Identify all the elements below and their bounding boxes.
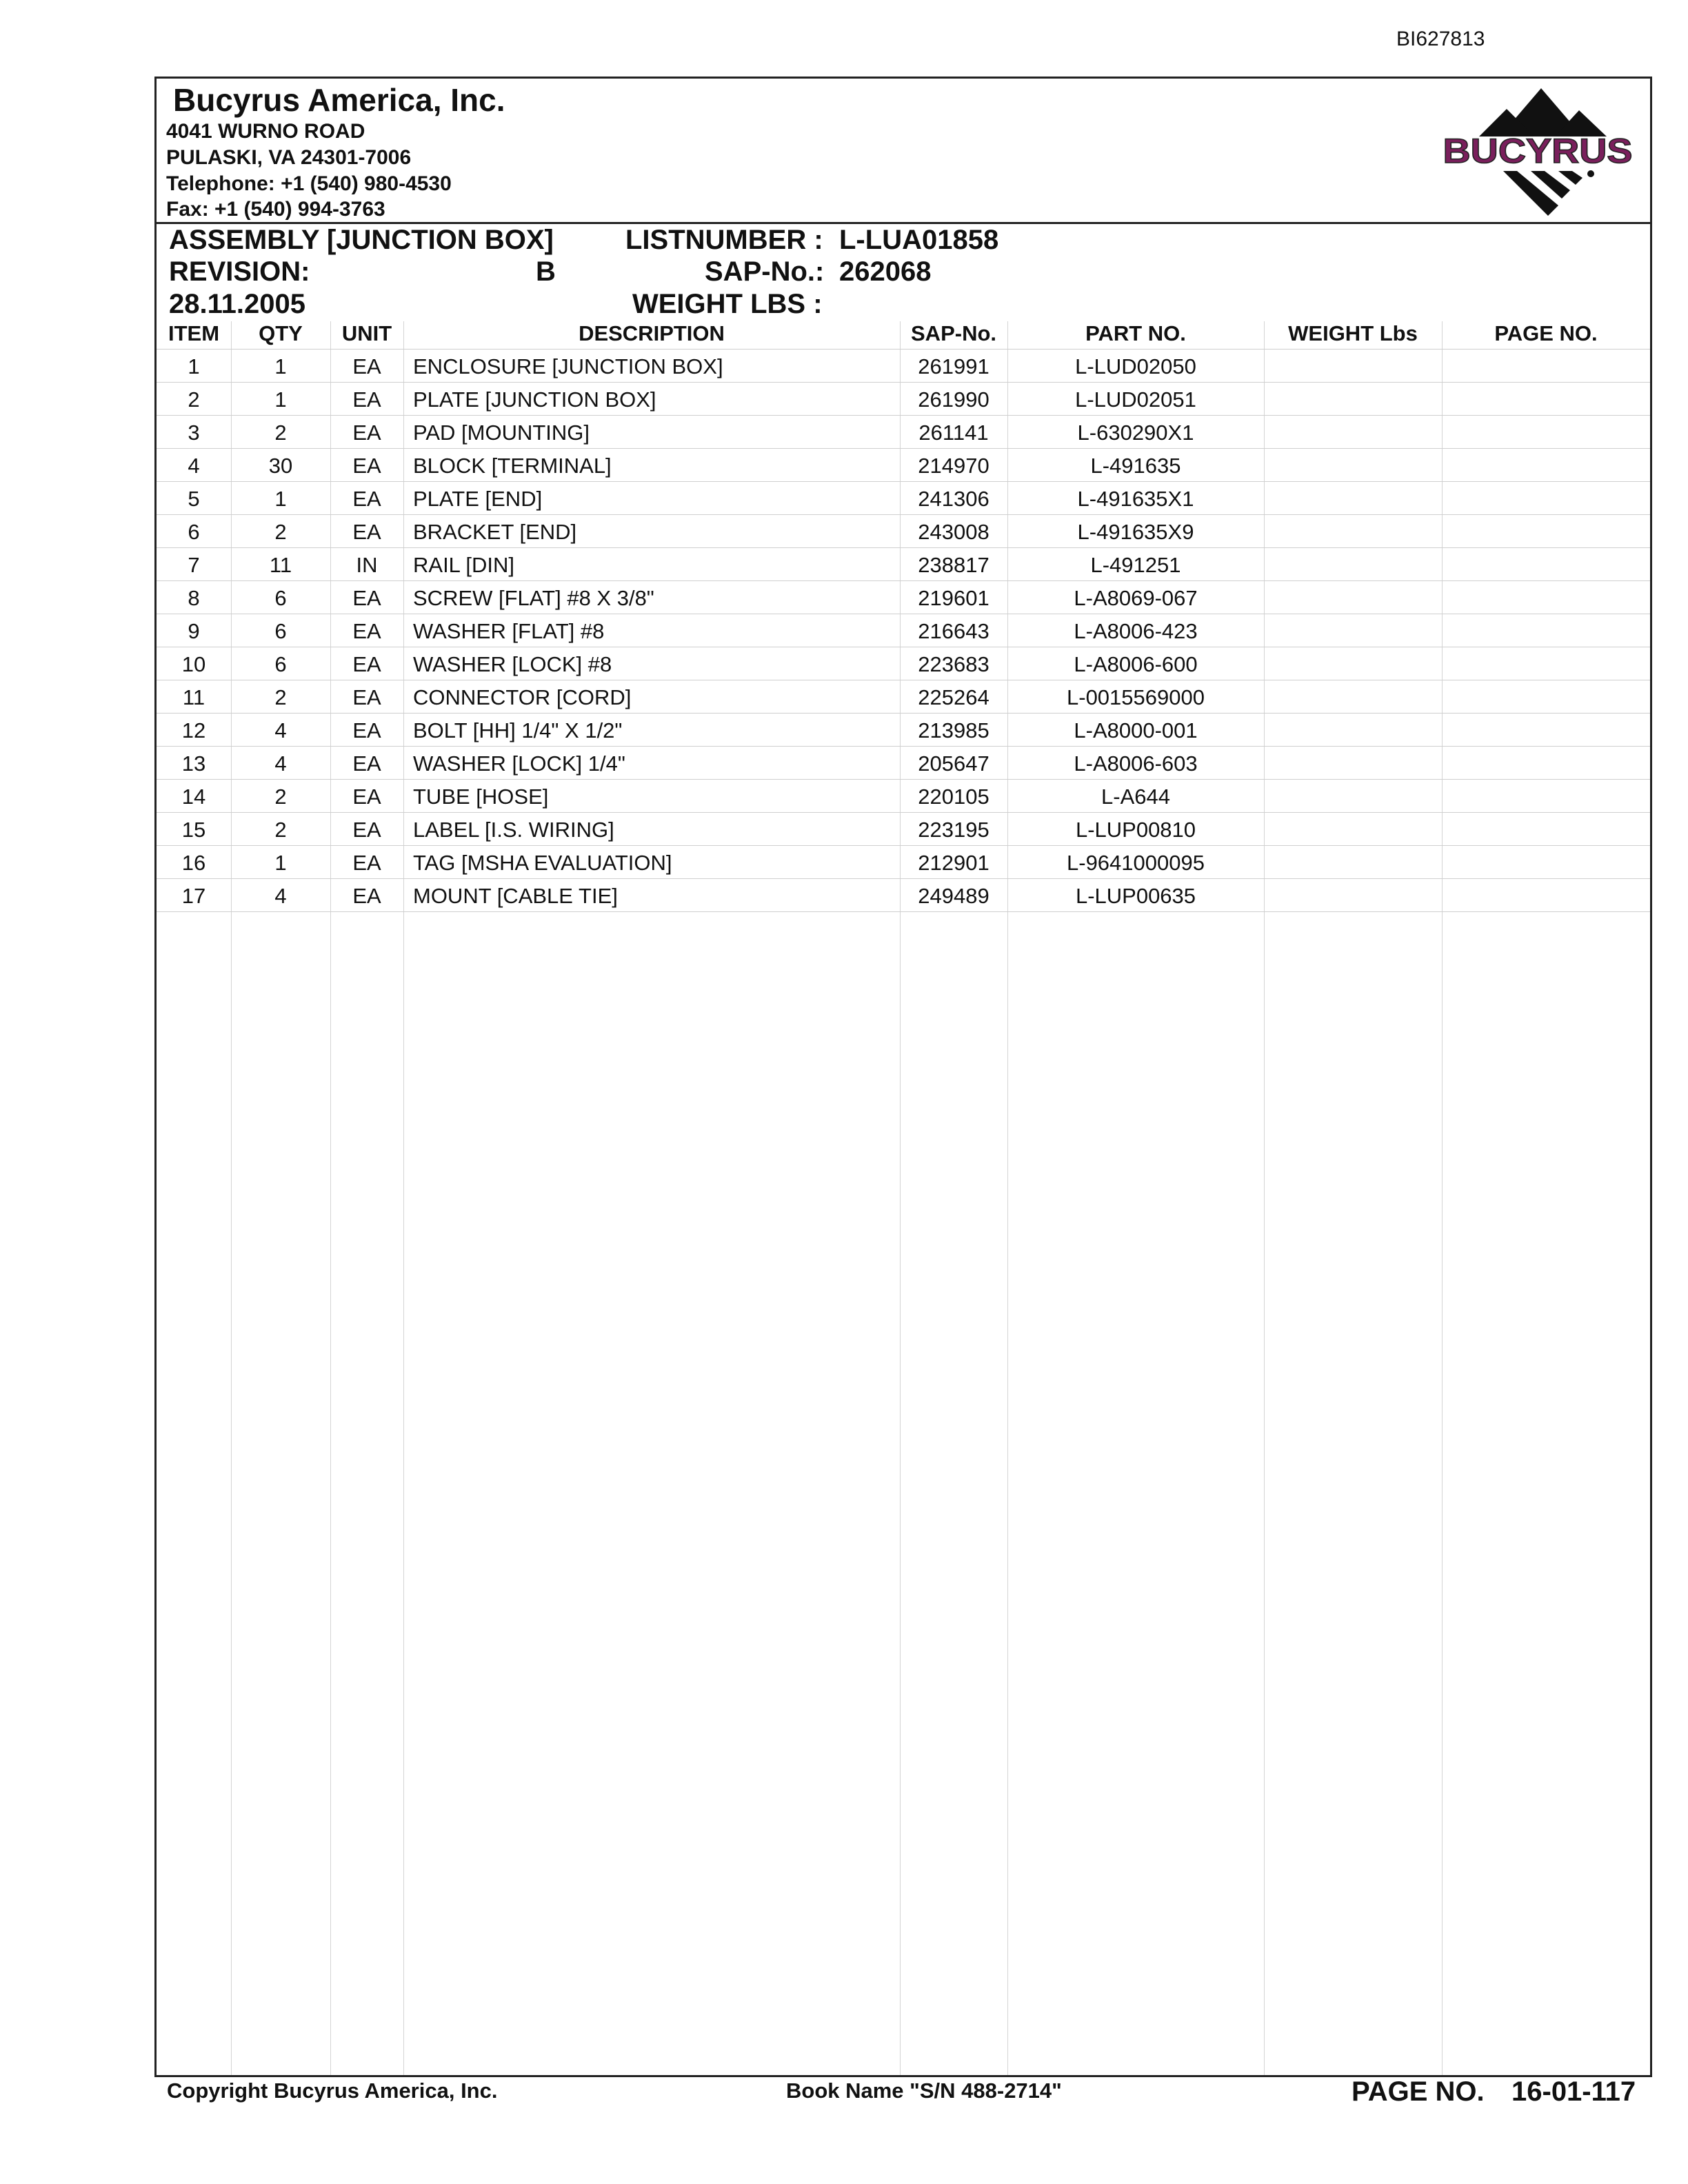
- table-row: [157, 481, 1650, 514]
- cell-qty: 1: [274, 487, 287, 511]
- cell-qty: 4: [274, 718, 287, 742]
- table-row: [157, 547, 1650, 580]
- cell-unit: EA: [352, 851, 381, 875]
- cell-item: 11: [182, 685, 205, 709]
- cell-sap-no: 223683: [918, 652, 989, 676]
- revision-date: 28.11.2005: [169, 289, 305, 319]
- cell-unit: EA: [352, 818, 381, 842]
- cell-qty: 6: [274, 619, 287, 643]
- table-row: [157, 680, 1650, 713]
- cell-item: 1: [188, 354, 200, 378]
- company-telephone: Telephone: +1 (540) 980-4530: [166, 172, 452, 195]
- cell-item: 10: [181, 652, 206, 676]
- cell-unit: EA: [352, 751, 381, 776]
- cell-description: RAIL [DIN]: [413, 553, 514, 577]
- cell-description: LABEL [I.S. WIRING]: [413, 818, 614, 842]
- cell-sap-no: 241306: [918, 487, 989, 511]
- column-header-item: ITEM: [168, 321, 220, 345]
- column-header-unit: UNIT: [341, 321, 392, 345]
- cell-qty: 4: [274, 884, 287, 908]
- table-row: [157, 845, 1650, 878]
- cell-part-no: L-9641000095: [1067, 851, 1205, 875]
- cell-sap-no: 223195: [918, 818, 989, 842]
- cell-qty: 1: [274, 387, 287, 412]
- cell-part-no: L-491635X9: [1077, 520, 1194, 544]
- table-row: [157, 812, 1650, 845]
- cell-sap-no: 220105: [918, 785, 989, 809]
- table-row: [157, 746, 1650, 779]
- company-address-line-2: PULASKI, VA 24301-7006: [166, 146, 412, 169]
- cell-item: 5: [188, 487, 200, 511]
- cell-description: MOUNT [CABLE TIE]: [413, 884, 618, 908]
- cell-part-no: L-LUD02051: [1075, 387, 1196, 412]
- cell-qty: 6: [274, 586, 287, 610]
- cell-description: PLATE [JUNCTION BOX]: [413, 387, 656, 412]
- cell-unit: EA: [352, 586, 381, 610]
- cell-qty: 30: [268, 454, 293, 478]
- cell-unit: EA: [352, 520, 381, 544]
- revision-label: REVISION:: [169, 256, 310, 287]
- cell-sap-no: 219601: [918, 586, 989, 610]
- page-number-label: PAGE NO.: [1352, 2076, 1485, 2107]
- cell-part-no: L-491635X1: [1077, 487, 1194, 511]
- cell-item: 16: [181, 851, 206, 875]
- column-header-page-no: PAGE NO.: [1494, 321, 1598, 345]
- cell-part-no: L-LUD02050: [1075, 354, 1196, 378]
- cell-sap-no: 205647: [918, 751, 989, 776]
- table-row: [157, 382, 1650, 415]
- cell-qty: 2: [274, 785, 287, 809]
- cell-description: TUBE [HOSE]: [413, 785, 549, 809]
- cell-sap-no: 243008: [918, 520, 989, 544]
- cell-item: 13: [181, 751, 206, 776]
- cell-unit: EA: [352, 421, 381, 445]
- document-id: BI627813: [1396, 28, 1485, 50]
- cell-item: 6: [188, 520, 200, 544]
- column-header-weight: WEIGHT Lbs: [1288, 321, 1418, 345]
- cell-item: 7: [188, 553, 200, 577]
- company-name: Bucyrus America, Inc.: [173, 82, 505, 118]
- cell-part-no: L-A8069-067: [1074, 586, 1198, 610]
- cell-unit: EA: [352, 387, 381, 412]
- cell-item: 9: [188, 619, 200, 643]
- company-fax: Fax: +1 (540) 994-3763: [166, 198, 385, 221]
- cell-sap-no: 238817: [918, 553, 989, 577]
- cell-item: 2: [188, 387, 200, 412]
- table-row: [157, 878, 1650, 911]
- cell-unit: EA: [352, 487, 381, 511]
- cell-description: BRACKET [END]: [413, 520, 577, 544]
- cell-sap-no: 249489: [918, 884, 989, 908]
- cell-qty: 2: [274, 421, 287, 445]
- cell-description: BOLT [HH] 1/4" X 1/2": [413, 718, 623, 742]
- table-row: [157, 647, 1650, 680]
- cell-sap-no: 261990: [918, 387, 989, 412]
- sap-number-label: SAP-No.:: [705, 256, 825, 287]
- cell-qty: 4: [274, 751, 287, 776]
- cell-description: PLATE [END]: [413, 487, 543, 511]
- cell-description: SCREW [FLAT] #8 X 3/8": [413, 586, 654, 610]
- cell-description: TAG [MSHA EVALUATION]: [413, 851, 672, 875]
- column-header-qty: QTY: [259, 321, 303, 345]
- cell-qty: 2: [274, 818, 287, 842]
- table-row: [157, 779, 1650, 812]
- bucyrus-logo: [1438, 88, 1638, 219]
- cell-unit: EA: [352, 685, 381, 709]
- cell-part-no: L-A8006-603: [1074, 751, 1198, 776]
- cell-sap-no: 225264: [918, 685, 989, 709]
- cell-item: 14: [181, 785, 206, 809]
- cell-part-no: L-491251: [1090, 553, 1181, 577]
- cell-description: WASHER [LOCK] 1/4": [413, 751, 625, 776]
- revision-value: B: [536, 256, 556, 287]
- cell-description: BLOCK [TERMINAL]: [413, 454, 612, 478]
- cell-item: 17: [181, 884, 206, 908]
- cell-unit: EA: [352, 454, 381, 478]
- header-divider: [157, 222, 1650, 224]
- table-row: [157, 415, 1650, 448]
- cell-qty: 1: [274, 354, 287, 378]
- cell-sap-no: 214970: [918, 454, 989, 478]
- row-divider: [157, 911, 1650, 912]
- parts-list-frame: [154, 77, 1652, 2077]
- cell-part-no: L-0015569000: [1067, 685, 1205, 709]
- cell-sap-no: 216643: [918, 619, 989, 643]
- cell-part-no: L-A8006-423: [1074, 619, 1198, 643]
- cell-qty: 11: [269, 553, 292, 577]
- assembly-title: ASSEMBLY [JUNCTION BOX]: [169, 225, 554, 255]
- sap-number-value: 262068: [839, 256, 932, 287]
- cell-description: ENCLOSURE [JUNCTION BOX]: [413, 354, 723, 378]
- column-header-description: DESCRIPTION: [579, 321, 725, 345]
- table-row: [157, 514, 1650, 547]
- table-row: [157, 448, 1650, 481]
- cell-qty: 1: [274, 851, 287, 875]
- cell-sap-no: 213985: [918, 718, 989, 742]
- cell-description: PAD [MOUNTING]: [413, 421, 590, 445]
- column-header-sap-no: SAP-No.: [911, 321, 996, 345]
- cell-part-no: L-LUP00635: [1075, 884, 1196, 908]
- company-address-line-1: 4041 WURNO ROAD: [166, 120, 365, 143]
- cell-description: WASHER [LOCK] #8: [413, 652, 612, 676]
- cell-item: 8: [188, 586, 200, 610]
- cell-item: 12: [181, 718, 206, 742]
- table-row: [157, 614, 1650, 647]
- table-row: [157, 580, 1650, 614]
- cell-qty: 2: [274, 685, 287, 709]
- cell-qty: 6: [274, 652, 287, 676]
- cell-unit: EA: [352, 785, 381, 809]
- cell-description: WASHER [FLAT] #8: [413, 619, 605, 643]
- copyright-notice: Copyright Bucyrus America, Inc.: [167, 2079, 498, 2103]
- cell-sap-no: 261991: [918, 354, 989, 378]
- cell-part-no: L-A644: [1101, 785, 1170, 809]
- cell-unit: EA: [352, 652, 381, 676]
- logo-wordmark: BUCYRUS: [1443, 132, 1633, 170]
- cell-sap-no: 212901: [918, 851, 989, 875]
- weight-label: WEIGHT LBS :: [632, 289, 823, 319]
- cell-part-no: L-A8006-600: [1074, 652, 1198, 676]
- book-name: Book Name "S/N 488-2714": [786, 2079, 1062, 2103]
- cell-qty: 2: [274, 520, 287, 544]
- listnumber-value: L-LUA01858: [839, 225, 999, 255]
- page-number-value: 16-01-117: [1511, 2076, 1636, 2107]
- cell-sap-no: 261141: [918, 421, 989, 445]
- cell-item: 4: [188, 454, 200, 478]
- cell-part-no: L-630290X1: [1077, 421, 1194, 445]
- column-header-part-no: PART NO.: [1085, 321, 1186, 345]
- cell-item: 15: [181, 818, 206, 842]
- table-row: [157, 713, 1650, 746]
- listnumber-label: LISTNUMBER :: [625, 225, 823, 255]
- cell-part-no: L-491635: [1090, 454, 1181, 478]
- cell-part-no: L-A8000-001: [1074, 718, 1198, 742]
- cell-unit: EA: [352, 718, 381, 742]
- cell-unit: EA: [352, 619, 381, 643]
- cell-part-no: L-LUP00810: [1075, 818, 1196, 842]
- cell-item: 3: [188, 421, 200, 445]
- cell-unit: EA: [352, 354, 381, 378]
- cell-unit: EA: [352, 884, 381, 908]
- table-row: [157, 349, 1650, 382]
- cell-unit: IN: [356, 553, 378, 577]
- cell-description: CONNECTOR [CORD]: [413, 685, 632, 709]
